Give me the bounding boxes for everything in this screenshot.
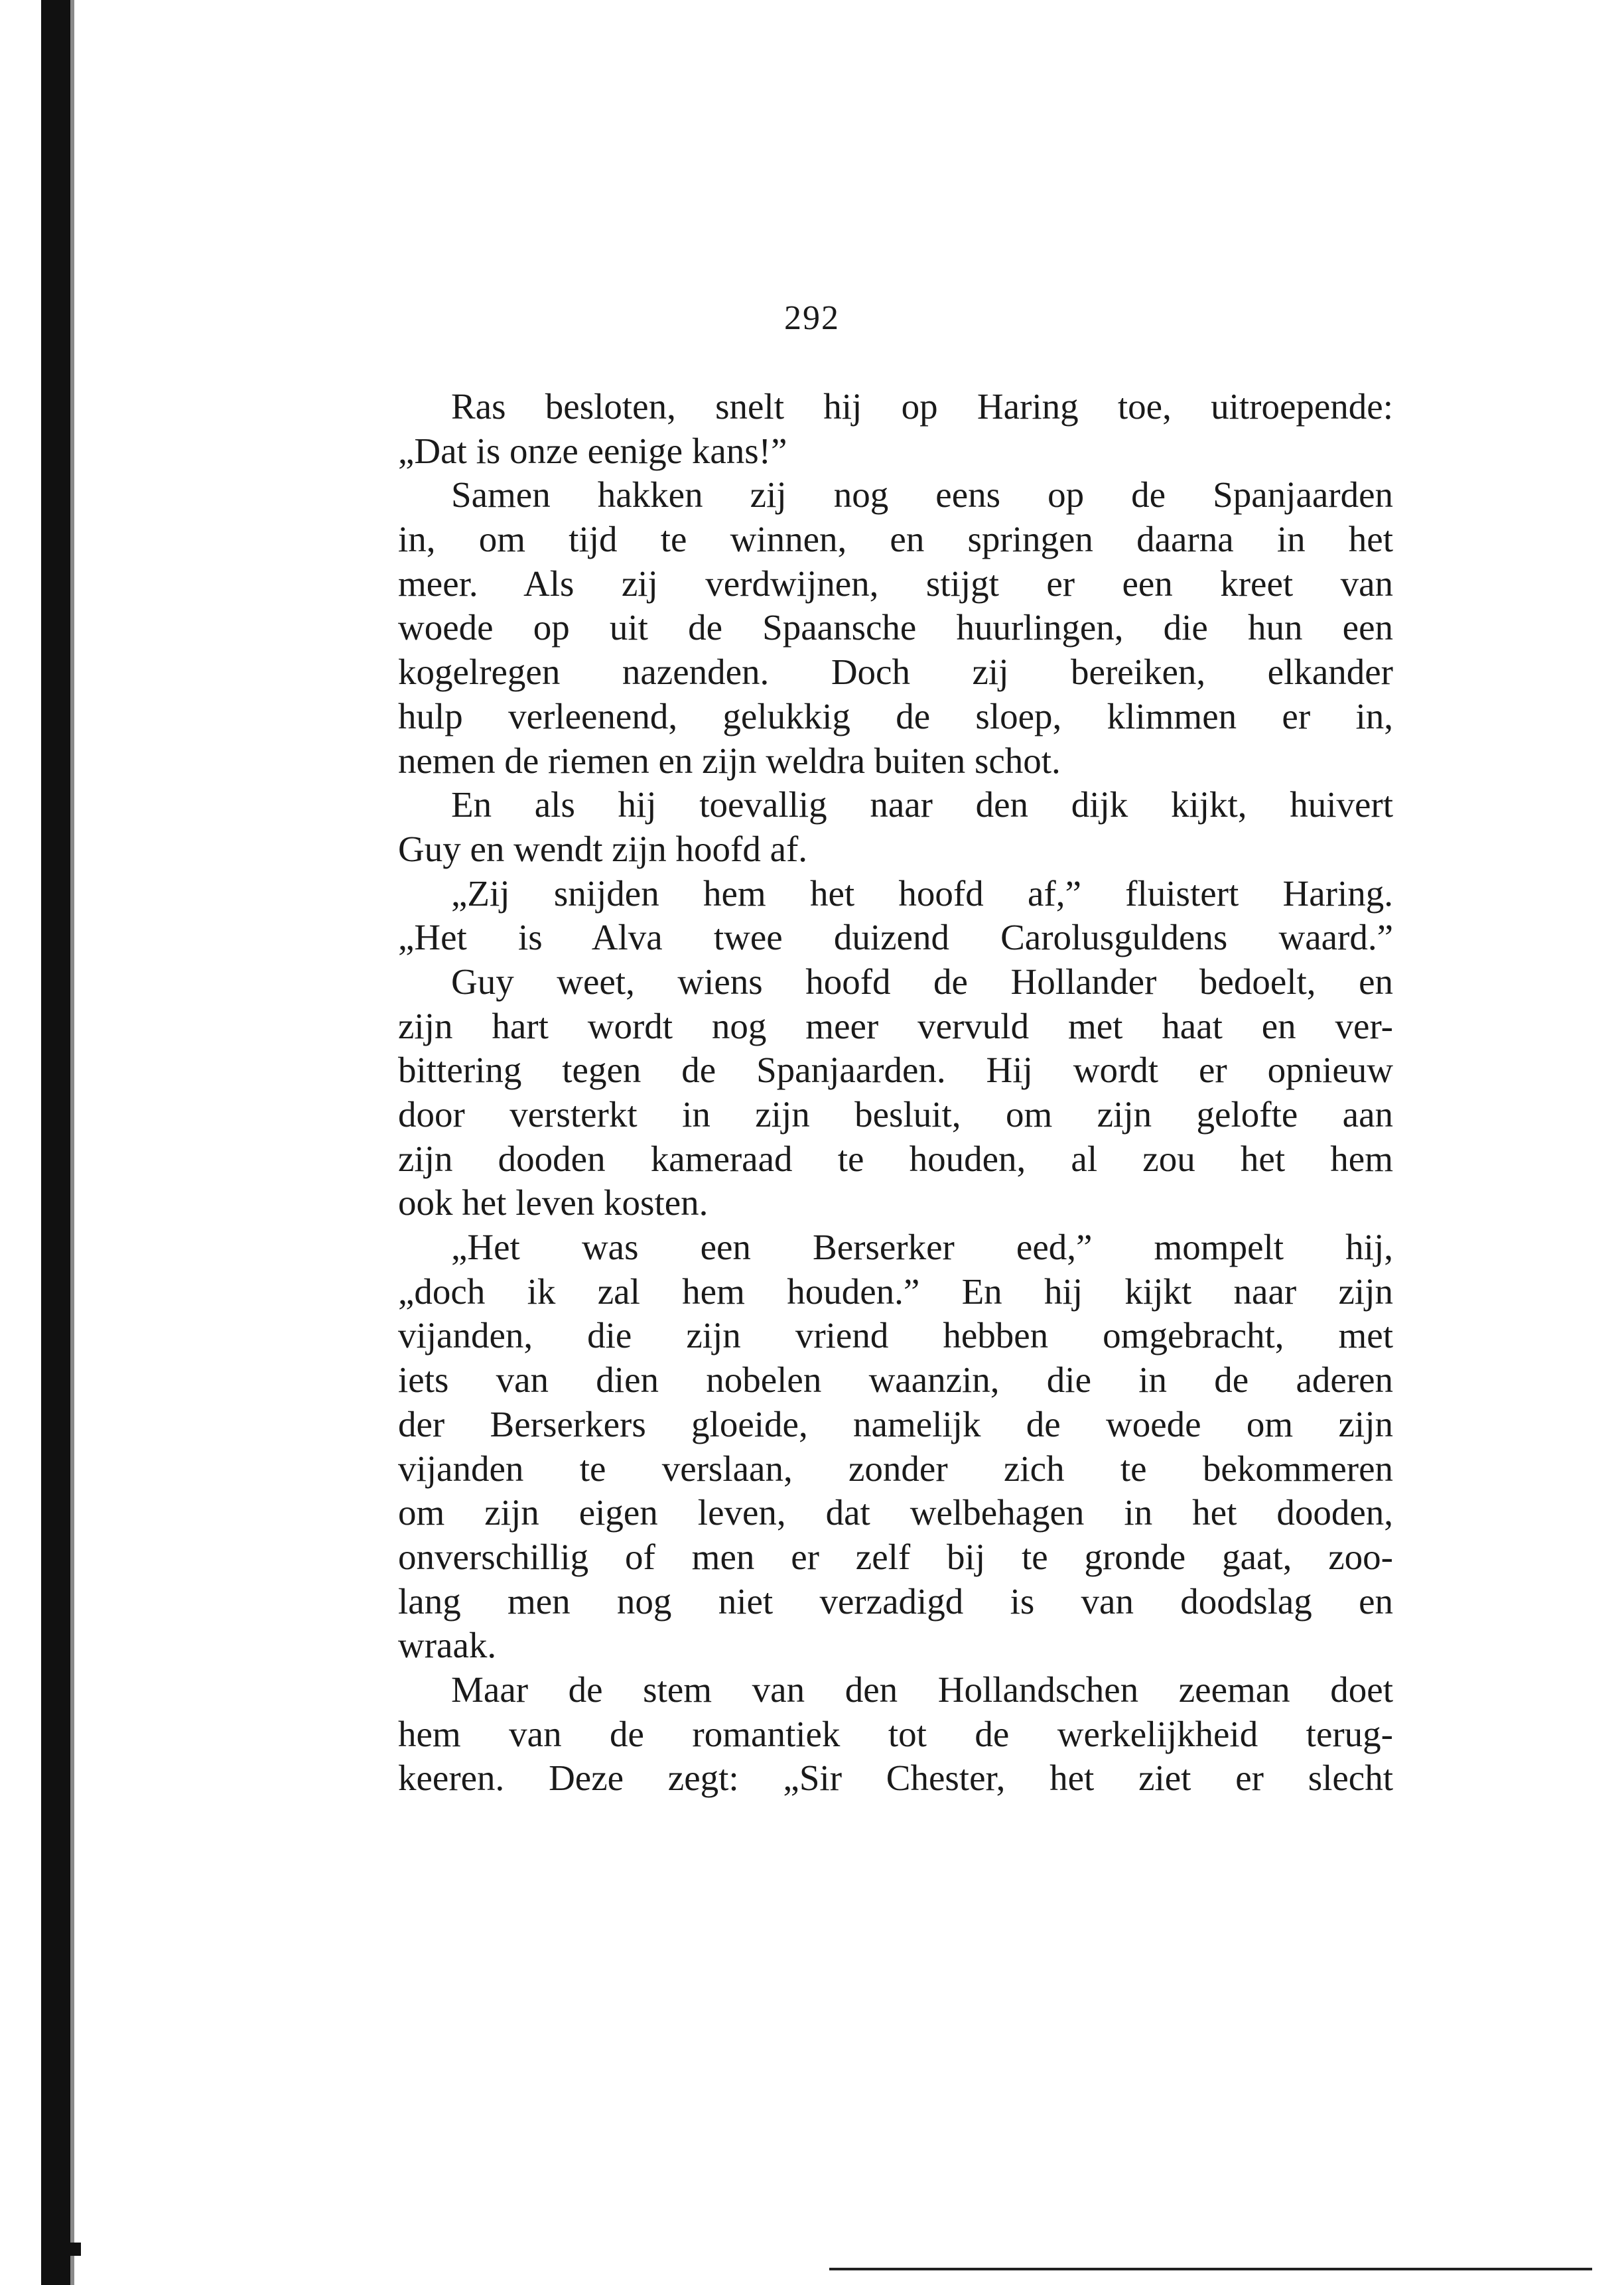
text-line: „Zij snijden hem het hoofd af,” fluistert Haring.: [451, 872, 1393, 914]
text-line: lang men nog niet verzadigd is van doodslag en: [398, 1580, 1393, 1622]
text-line: „Dat is onze eenige kans!”: [398, 430, 787, 471]
text-line: „Het is Alva twee duizend Carolusguldens waard.”: [398, 917, 1393, 958]
text-line: der Berserkers gloeide, namelijk de woede om zijn: [398, 1403, 1393, 1444]
text-line: door versterkt in zijn besluit, om zijn gelofte aan: [398, 1094, 1393, 1135]
text-line: nemen de riemen en zijn weldra buiten schot.: [398, 740, 1061, 781]
text-line: meer. Als zij verdwijnen, stijgt er een kreet van: [398, 563, 1393, 604]
page-number: 292: [784, 299, 840, 337]
text-line: zijn hart wordt nog meer vervuld met haat en ver-: [398, 1005, 1393, 1046]
text-line: bittering tegen de Spanjaarden. Hij wordt er opnieuw: [398, 1050, 1393, 1091]
text-line: hulp verleenend, gelukkig de sloep, klimmen er in,: [398, 695, 1393, 736]
body-text: [398, 385, 1393, 1801]
text-line: woede op uit de Spaansche huurlingen, die hun een: [398, 607, 1393, 648]
spine-foot: [41, 2243, 81, 2256]
text-line: Ras besloten, snelt hij op Haring toe, uitroepende:: [451, 386, 1393, 427]
text-line: Guy weet, wiens hoofd de Hollander bedoelt, en: [451, 961, 1393, 1002]
spine-edge: [70, 0, 74, 2285]
text-line: vijanden, die zijn vriend hebben omgebracht, met: [398, 1315, 1393, 1356]
text-line: ook het leven kosten.: [398, 1182, 709, 1223]
text-line: „Het was een Berserker eed,” mompelt hij,: [451, 1227, 1393, 1268]
text-line: in, om tijd te winnen, en springen daarna in het: [398, 519, 1393, 560]
text-line: Maar de stem van den Hollandschen zeeman doet: [451, 1669, 1393, 1710]
text-line: kogelregen nazenden. Doch zij bereiken, elkander: [398, 652, 1393, 693]
text-line: wraak.: [398, 1625, 497, 1666]
page-bottom-edge: [829, 2268, 1592, 2270]
text-line: vijanden te verslaan, zonder zich te bekommeren: [398, 1448, 1393, 1489]
text-line: onverschillig of men er zelf bij te gronde gaat, zoo-: [398, 1536, 1393, 1577]
page-margin: [0, 0, 41, 2285]
book-spine-shadow: [41, 0, 70, 2285]
text-line: iets van dien nobelen waanzin, die in de aderen: [398, 1359, 1393, 1401]
text-line: Guy en wendt zijn hoofd af.: [398, 828, 808, 869]
text-line: keeren. Deze zegt: „Sir Chester, het ziet er slecht: [398, 1758, 1393, 1799]
text-line: zijn dooden kameraad te houden, al zou het hem: [398, 1138, 1393, 1179]
text-line: En als hij toevallig naar den dijk kijkt, huivert: [451, 784, 1393, 825]
text-line: hem van de romantiek tot de werkelijkheid terug-: [398, 1713, 1393, 1754]
text-line: Samen hakken zij nog eens op de Spanjaarden: [451, 474, 1393, 516]
text-line: „doch ik zal hem houden.” En hij kijkt naar zijn: [398, 1271, 1393, 1312]
text-line: om zijn eigen leven, dat welbehagen in het dooden,: [398, 1492, 1393, 1533]
